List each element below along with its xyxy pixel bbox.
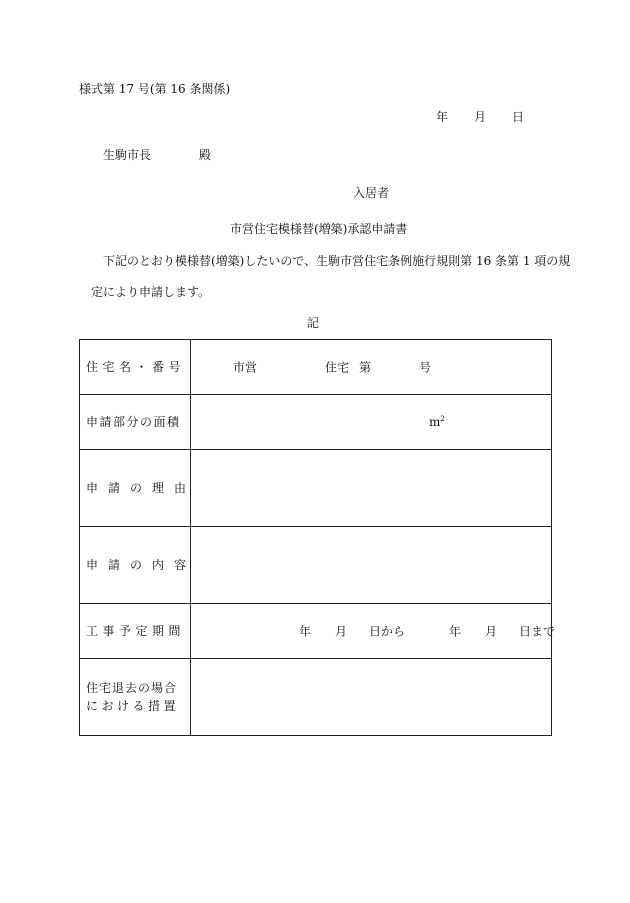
table-row-reason bbox=[80, 450, 552, 527]
date-day: 日 bbox=[512, 110, 525, 124]
vacate-label bbox=[80, 659, 191, 736]
body-text-line-2: 定により申請します。 bbox=[91, 285, 211, 299]
period-start-year: 年 bbox=[299, 624, 312, 639]
area-unit: $m^2$ bbox=[429, 415, 445, 429]
addressee bbox=[103, 146, 211, 163]
period-end-month: 月 bbox=[485, 624, 498, 639]
reason-label: 申請の理由 bbox=[80, 450, 191, 527]
document-title: 市営住宅模様替(増築)承認申請書 bbox=[230, 222, 408, 236]
vacate-label-line-2: における措置 bbox=[86, 699, 180, 713]
addressee-name: 生駒市長 bbox=[103, 148, 152, 162]
resident-label: 入居者 bbox=[353, 186, 390, 200]
content-value-cell[interactable] bbox=[191, 527, 552, 604]
date-month: 月 bbox=[474, 110, 487, 124]
content-label: 申請の内容 bbox=[80, 527, 191, 604]
housing-prefix: 市営 bbox=[233, 360, 258, 375]
addressee-honorific: 殿 bbox=[199, 148, 212, 162]
ki-heading: 記 bbox=[307, 316, 320, 330]
period-start-day: 日から bbox=[369, 624, 406, 639]
date-line bbox=[436, 108, 524, 125]
application-table bbox=[79, 339, 556, 736]
body-text-line-1: 下記のとおり模様替(増築)したいので、生駒市営住宅条例施行規則第 16 条第 1 項の規 bbox=[103, 254, 571, 268]
vacate-label-line-1: 住宅退去の場合 bbox=[86, 681, 178, 695]
table-row-area bbox=[80, 395, 552, 450]
table-row-vacate bbox=[80, 659, 552, 736]
period-end-year: 年 bbox=[449, 624, 462, 639]
period-label: 工事予定期間 bbox=[80, 604, 191, 659]
table-row-content bbox=[80, 527, 552, 604]
housing-label: 住宅名・番号 bbox=[80, 340, 191, 395]
table-row-period bbox=[80, 604, 552, 659]
area-value-cell[interactable] bbox=[191, 395, 552, 450]
housing-gou: 号 bbox=[419, 360, 432, 375]
vacate-value-cell[interactable] bbox=[191, 659, 552, 736]
date-year: 年 bbox=[436, 110, 449, 124]
period-start-month: 月 bbox=[335, 624, 348, 639]
table-row-housing bbox=[80, 340, 552, 395]
period-value-cell[interactable] bbox=[191, 604, 556, 659]
form-number: 様式第 17 号(第 16 条関係) bbox=[79, 82, 231, 96]
housing-dai: 第 bbox=[359, 360, 372, 375]
area-label: 申請部分の面積 bbox=[80, 395, 191, 450]
housing-value-cell[interactable] bbox=[191, 340, 552, 395]
period-end-day: 日まで bbox=[519, 624, 556, 639]
reason-value-cell[interactable] bbox=[191, 450, 552, 527]
housing-suffix: 住宅 bbox=[325, 360, 350, 375]
